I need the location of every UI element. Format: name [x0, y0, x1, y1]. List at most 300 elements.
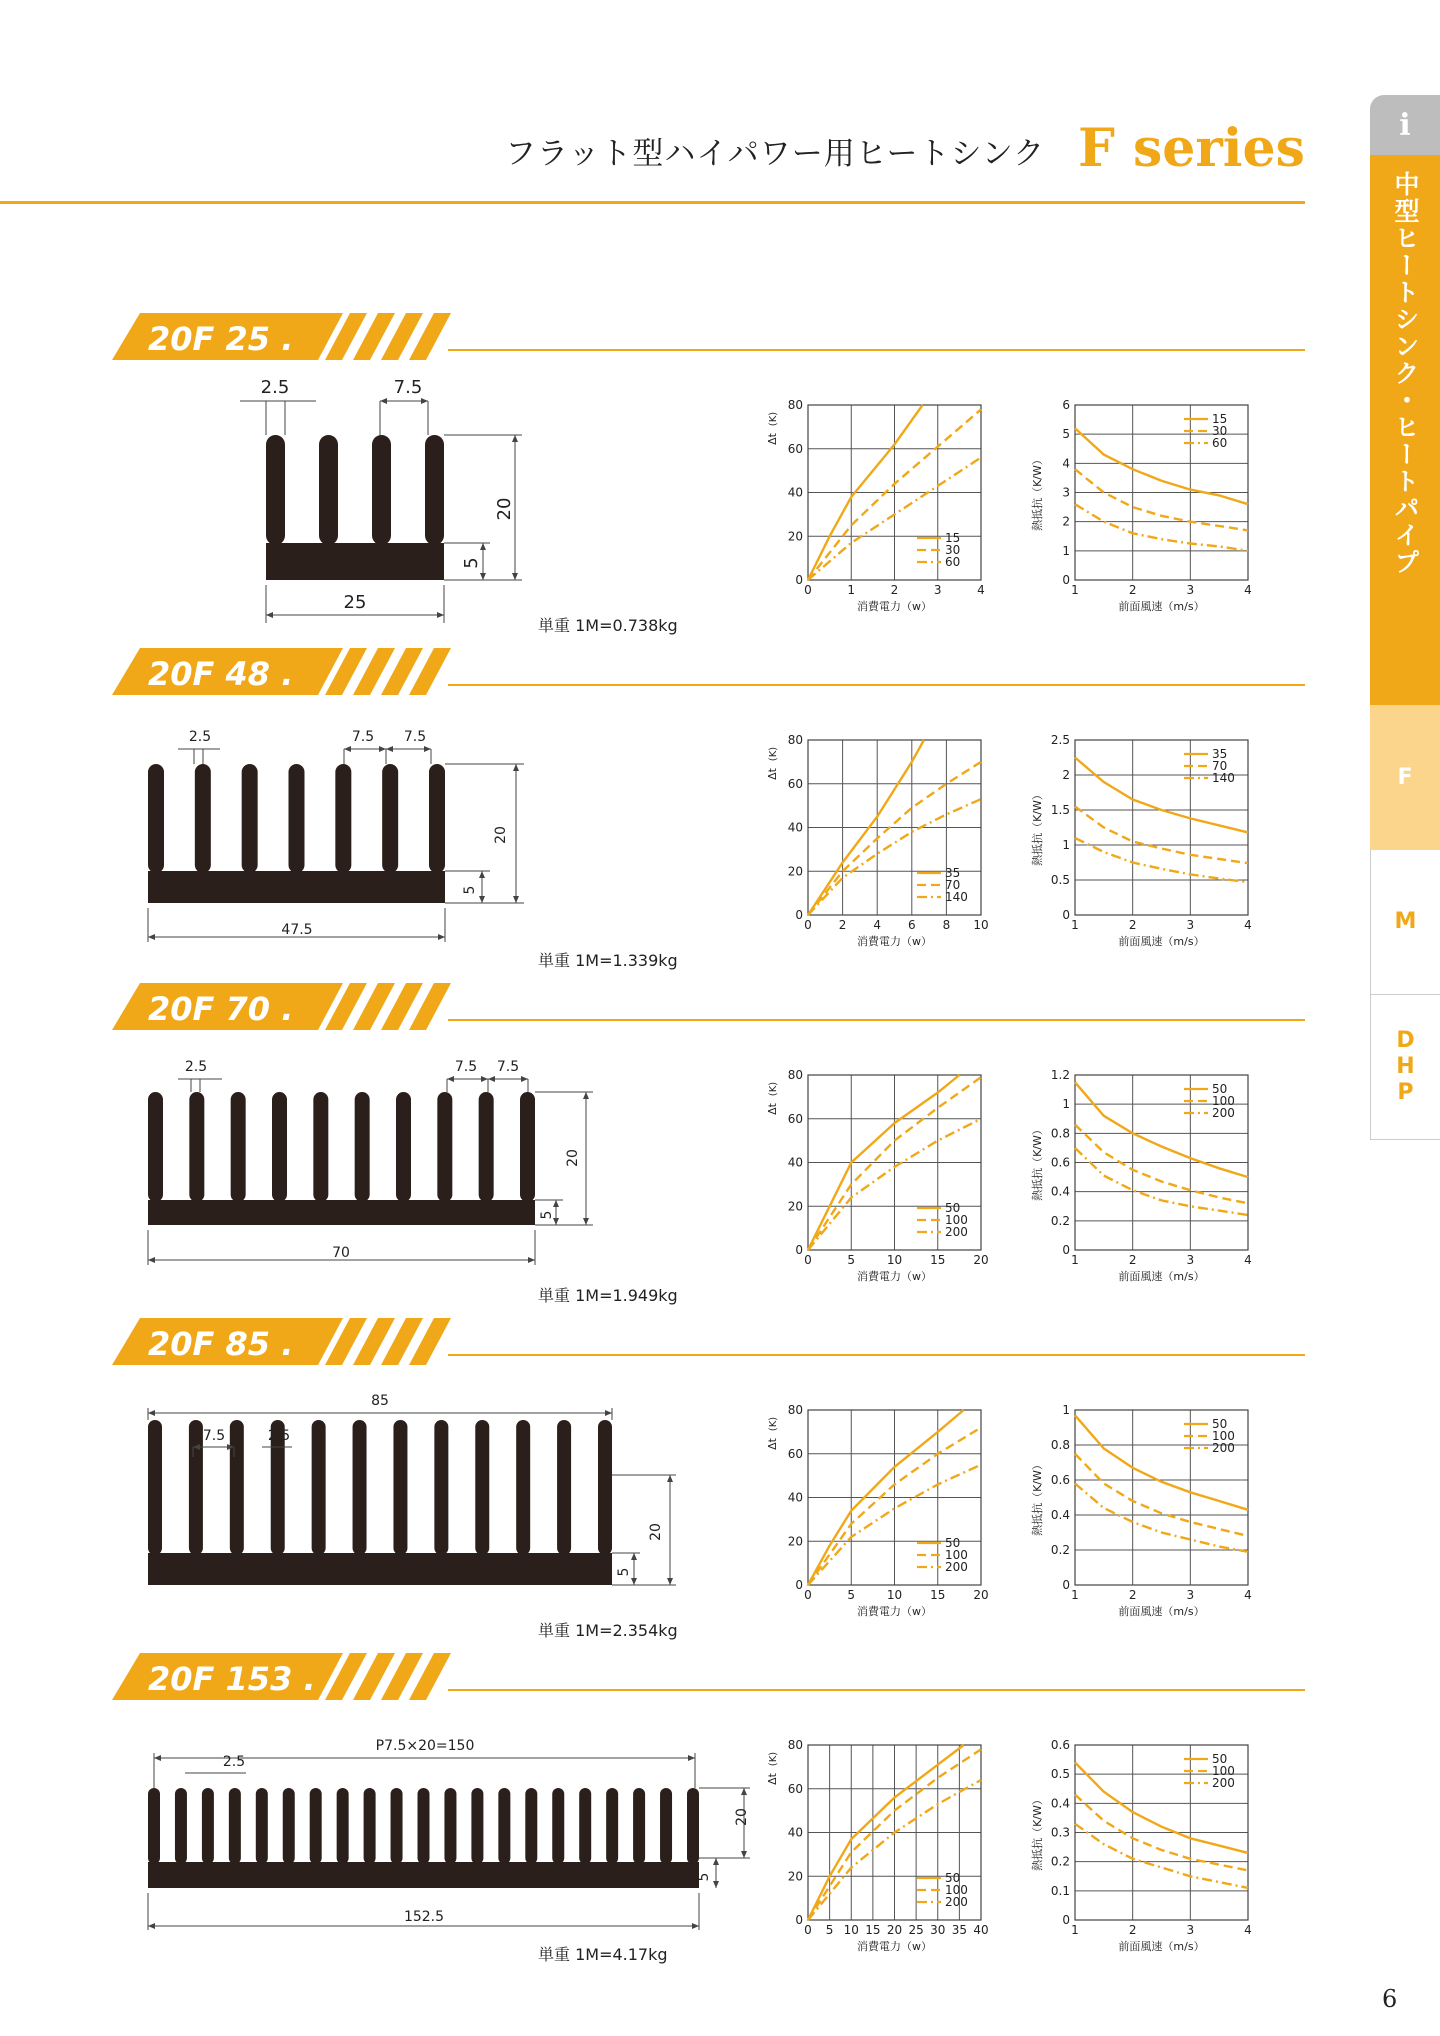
dim-width-arrow-left [148, 934, 155, 940]
y-axis-label: 熱抵抗（K/W） [1031, 789, 1044, 866]
x-tick-label: 1 [847, 583, 856, 597]
x-tick-label: 4 [1244, 1923, 1252, 1937]
dim-fin-gap: 2.5 [188, 729, 212, 745]
y-tick-label: 0 [795, 1578, 803, 1592]
dim-base-arrow-top [480, 543, 486, 550]
y-tick-label: 0 [795, 908, 803, 922]
heatsink-fin [256, 1788, 268, 1864]
heatsink-fin [525, 1788, 537, 1864]
heatsink-fin [313, 1092, 328, 1202]
heatsink-fin [337, 1788, 349, 1864]
x-tick-label: 5 [825, 1923, 834, 1937]
legend-label: 140 [945, 890, 968, 904]
y-tick-label: 80 [787, 1738, 803, 1752]
dim-total-label: 85 [371, 1393, 389, 1409]
heatsink-fin [189, 1420, 203, 1555]
unit-weight: 単重 1M=2.354kg [538, 1621, 678, 1640]
y-tick-label: 0.6 [1050, 1738, 1070, 1752]
dim-fin-gap: 2.5 [260, 377, 290, 398]
legend-label: 50 [945, 1536, 961, 1550]
dim-base-arrow-bottom [713, 1881, 719, 1888]
unit-weight: 単重 1M=1.949kg [538, 1286, 678, 1305]
y-tick-label: 0.2 [1050, 1543, 1070, 1557]
legend-label: 200 [945, 1225, 968, 1239]
y-tick-label: 2 [1062, 768, 1070, 782]
chart-temperature-rise [766, 1738, 989, 1953]
heatsink-fin [606, 1788, 618, 1864]
product-section-5 [0, 1645, 1310, 1980]
legend-label: 15 [1212, 412, 1228, 426]
x-tick-label: 20 [973, 1588, 989, 1602]
y-tick-label: 80 [787, 733, 803, 747]
x-tick-label: 6 [907, 918, 916, 932]
dim-pitch-2-arrow-left [488, 1076, 495, 1082]
page-title: フラット型ハイパワー用ヒートシンク [505, 136, 1046, 172]
x-tick-label: 3 [1186, 583, 1195, 597]
dim-fin-gap: 2.5 [222, 1754, 246, 1770]
x-tick-label: 3 [1186, 1588, 1195, 1602]
x-tick-label: 10 [886, 1588, 903, 1602]
y-tick-label: 1.2 [1050, 1068, 1070, 1082]
y-tick-label: 0 [1062, 1578, 1070, 1592]
product-name: 20F 85 . [148, 1325, 294, 1363]
dim-pitch-arrow-right [421, 398, 428, 404]
heatsink-fin [202, 1788, 214, 1864]
heatsink-fin [434, 1420, 448, 1555]
y-tick-label: 6 [1062, 398, 1070, 412]
product-banner [112, 1653, 451, 1700]
series-line [1075, 1824, 1248, 1888]
heatsink-fin [266, 435, 285, 545]
dim-height-label: 20 [493, 826, 509, 844]
dim-width-arrow-left [148, 1257, 155, 1263]
x-tick-label: 4 [1244, 583, 1252, 597]
y-tick-label: 80 [787, 398, 803, 412]
tab-category-label: 中型ヒートシンク・ヒートパイプ [1391, 171, 1420, 576]
y-axis-label: 熱抵抗（K/W） [1031, 1794, 1044, 1871]
heatsink-fin [552, 1788, 564, 1864]
legend-label: 30 [945, 543, 961, 557]
x-axis-label: 前面風速（m/s） [1118, 1940, 1205, 1953]
dim-pitch-1-arrow-left [344, 746, 351, 752]
tab-dhp-letter-d: D [1396, 1028, 1415, 1053]
legend-label: 100 [945, 1883, 968, 1897]
dim-height-arrow-top [513, 764, 519, 771]
y-tick-label: 0 [795, 1243, 803, 1257]
x-tick-label: 20 [973, 1253, 989, 1267]
heatsink-fin [231, 1092, 246, 1202]
y-tick-label: 60 [787, 1446, 803, 1461]
legend-label: 100 [1212, 1764, 1235, 1778]
y-axis-label: Δt [766, 1103, 779, 1115]
heatsink-fin [471, 1788, 483, 1864]
chart-temperature-rise [766, 733, 989, 948]
y-tick-label: 20 [787, 1869, 803, 1884]
dim-pitch-1-label: 7.5 [351, 729, 375, 745]
legend-label: 35 [945, 866, 961, 880]
dim-height-arrow-bottom [513, 896, 519, 903]
heatsink-fin [312, 1420, 326, 1555]
y-tick-label: 60 [787, 1781, 803, 1796]
legend-label: 60 [1212, 436, 1228, 450]
heatsink-fin [310, 1788, 322, 1864]
dim-base-arrow-top [631, 1553, 637, 1560]
product-banner [112, 313, 451, 360]
heatsink-fin [319, 435, 338, 545]
heatsink-fin [335, 764, 351, 873]
x-tick-label: 15 [930, 1253, 946, 1267]
chart-temperature-rise [766, 1403, 989, 1618]
x-tick-label: 1 [1071, 1588, 1079, 1602]
tab-dhp-letter-p: P [1397, 1080, 1414, 1105]
y-tick-label: 0.8 [1050, 1126, 1070, 1141]
dim-width-arrow-right [528, 1257, 535, 1263]
legend-label: 200 [1212, 1106, 1235, 1120]
y-tick-label: 0.8 [1050, 1438, 1070, 1452]
dim-height-arrow-bottom [583, 1218, 589, 1225]
heatsink-fin [660, 1788, 672, 1864]
x-tick-label: 30 [930, 1923, 946, 1937]
y-tick-label: 60 [787, 776, 803, 791]
y-tick-label: 2.5 [1050, 733, 1070, 747]
y-tick-label: 0 [1062, 573, 1070, 587]
side-tabs [1370, 95, 1440, 1135]
dim-pitch-1-arrow-right [481, 1076, 488, 1082]
y-tick-label: 2 [1062, 514, 1070, 529]
tab-category[interactable] [1370, 155, 1440, 705]
dim-pitch-total-arrow-left [154, 1755, 161, 1761]
heatsink-base [148, 1553, 612, 1585]
legend-label: 60 [945, 555, 961, 569]
y-tick-label: 1 [1062, 838, 1070, 852]
heatsink-fin [418, 1788, 430, 1864]
legend-label: 50 [945, 1201, 961, 1215]
heatsink-fin [479, 1092, 494, 1202]
dim-total-arrow-right [605, 1410, 612, 1416]
dim-height-arrow-top [512, 435, 518, 442]
tab-dhp-letter-h: H [1396, 1054, 1415, 1079]
heatsink-fin [189, 1092, 204, 1202]
legend-label: 100 [1212, 1094, 1235, 1108]
legend-label: 70 [1212, 759, 1228, 773]
x-tick-label: 10 [973, 918, 989, 932]
x-tick-label: 5 [847, 1588, 856, 1602]
legend-label: 200 [945, 1560, 968, 1574]
x-tick-label: 15 [865, 1923, 881, 1937]
y-tick-label: 3 [1062, 485, 1070, 500]
series-line [1075, 1484, 1248, 1552]
x-tick-label: 25 [908, 1923, 924, 1937]
x-axis-label: 前面風速（m/s） [1118, 1270, 1205, 1283]
y-tick-label: 0.5 [1050, 873, 1070, 887]
x-axis-label: 消費電力（w） [857, 1270, 932, 1283]
x-tick-label: 40 [973, 1923, 989, 1937]
heatsink-profile [266, 435, 444, 580]
x-tick-label: 2 [1128, 1923, 1137, 1937]
y-tick-label: 20 [787, 864, 803, 879]
tab-f-label: F [1397, 764, 1413, 790]
heatsink-profile [148, 764, 445, 903]
chart-thermal-resistance [1030, 733, 1252, 948]
x-tick-label: 4 [1244, 1253, 1252, 1267]
heatsink-fin [429, 764, 445, 873]
dim-width-arrow-left [266, 612, 273, 618]
y-tick-label: 5 [1062, 427, 1070, 442]
legend-label: 100 [945, 1548, 968, 1562]
y-tick-label: 0.2 [1050, 1854, 1070, 1869]
y-tick-label: 40 [787, 1490, 803, 1505]
heatsink-fin [283, 1788, 295, 1864]
y-axis-label: 熱抵抗（K/W） [1031, 1124, 1044, 1201]
x-tick-label: 1 [1071, 1923, 1079, 1937]
product-banner [112, 648, 451, 695]
heatsink-fin [475, 1420, 489, 1555]
heatsink-fin [148, 1092, 163, 1202]
heatsink-fin [195, 764, 211, 873]
heatsink-fin [444, 1788, 456, 1864]
product-section-4 [0, 1310, 1310, 1645]
dim-pitch-2-label: 7.5 [403, 729, 427, 745]
dim-height-arrow-bottom [512, 573, 518, 580]
dim-height-arrow-top [583, 1092, 589, 1099]
heatsink-base [148, 871, 445, 903]
y-axis-label: Δt [766, 1773, 779, 1785]
heatsink-fin [364, 1788, 376, 1864]
series-line [1075, 807, 1248, 864]
dim-width-arrow-right [437, 612, 444, 618]
y-tick-label: 0.5 [1050, 1767, 1070, 1782]
dim-height-label: 20 [734, 1808, 750, 1826]
legend-label: 200 [945, 1895, 968, 1909]
x-tick-label: 3 [1186, 1923, 1195, 1937]
heatsink-fin [396, 1092, 411, 1202]
dim-base-label: 5 [539, 1210, 555, 1220]
y-tick-label: 0.4 [1050, 1508, 1070, 1522]
x-tick-label: 3 [1186, 1253, 1195, 1267]
dim-pitch-1-label: 7.5 [454, 1059, 478, 1075]
heatsink-fin [372, 435, 391, 545]
product-section-2 [0, 640, 1310, 975]
y-axis-label: Δt [766, 433, 779, 445]
y-tick-label: 4 [1062, 456, 1070, 471]
dim-fin-gap: 2.5 [184, 1059, 208, 1075]
heatsink-fin [687, 1788, 699, 1864]
legend-label: 200 [1212, 1441, 1235, 1455]
x-axis-label: 前面風速（m/s） [1118, 935, 1205, 948]
x-tick-label: 3 [933, 583, 942, 597]
y-tick-label: 60 [787, 1111, 803, 1126]
y-axis-unit: (K) [768, 1081, 779, 1097]
y-axis-label: Δt [766, 1438, 779, 1450]
y-tick-label: 1 [1062, 1097, 1070, 1112]
product-section-1 [0, 305, 1310, 640]
y-axis-unit: (K) [768, 1751, 779, 1767]
y-tick-label: 0 [795, 1913, 803, 1927]
product-name: 20F 153 . [148, 1660, 316, 1698]
heatsink-fin [148, 764, 164, 873]
y-axis-unit: (K) [768, 411, 779, 427]
unit-weight: 単重 1M=4.17kg [538, 1945, 668, 1964]
y-tick-label: 20 [787, 1534, 803, 1549]
dim-pitch-arrow-left [380, 398, 387, 404]
heatsink-fin [353, 1420, 367, 1555]
legend-label: 50 [1212, 1417, 1228, 1431]
legend-label: 35 [1212, 747, 1228, 761]
dim-width-arrow-right [692, 1923, 699, 1929]
x-tick-label: 3 [1186, 918, 1195, 932]
tab-f[interactable] [1370, 705, 1440, 850]
heatsink-fin [148, 1420, 162, 1555]
x-tick-label: 2 [838, 918, 847, 932]
dim-base-label: 5 [462, 885, 478, 895]
legend-label: 100 [945, 1213, 968, 1227]
dim-pitch-total-arrow-right [688, 1755, 695, 1761]
legend-label: 140 [1212, 771, 1235, 785]
chart-thermal-resistance [1030, 1403, 1252, 1618]
y-tick-label: 0.6 [1050, 1473, 1070, 1487]
dim-base-label: 5 [696, 1872, 712, 1882]
x-tick-label: 35 [951, 1923, 968, 1937]
x-tick-label: 0 [804, 1588, 812, 1602]
dim-pitch-2-arrow-right [521, 1076, 528, 1082]
heatsink-fin [289, 764, 305, 873]
legend-label: 200 [1212, 1776, 1235, 1790]
dim-total-arrow-left [148, 1410, 155, 1416]
y-tick-label: 40 [787, 820, 803, 835]
dim-base-arrow-bottom [480, 573, 486, 580]
product-section-3 [0, 975, 1310, 1310]
heatsink-fin [382, 764, 398, 873]
y-tick-label: 0.1 [1050, 1883, 1070, 1898]
x-tick-label: 4 [873, 918, 882, 932]
heatsink-fin [425, 435, 444, 545]
y-tick-label: 80 [787, 1403, 803, 1417]
y-tick-label: 0.2 [1050, 1213, 1070, 1228]
heatsink-fin [393, 1420, 407, 1555]
heatsink-profile [148, 1788, 699, 1888]
heatsink-base [148, 1200, 535, 1225]
y-tick-label: 20 [787, 529, 803, 544]
dim-base-arrow-top [479, 871, 485, 878]
dim-width-label: 25 [343, 592, 367, 613]
y-tick-label: 40 [787, 1825, 803, 1840]
legend-label: 50 [1212, 1082, 1228, 1096]
y-tick-label: 20 [787, 1199, 803, 1214]
x-tick-label: 4 [1244, 1588, 1252, 1602]
x-tick-label: 1 [1071, 1253, 1079, 1267]
y-tick-label: 0.4 [1050, 1184, 1070, 1199]
y-tick-label: 60 [787, 441, 803, 456]
y-axis-unit: (K) [768, 746, 779, 762]
tab-dhp[interactable] [1370, 995, 1440, 1140]
heatsink-fin [520, 1092, 535, 1202]
x-axis-label: 消費電力（w） [857, 1605, 932, 1618]
heatsink-base [148, 1862, 699, 1888]
x-tick-label: 5 [847, 1253, 856, 1267]
dim-height-arrow-top [667, 1475, 673, 1482]
y-tick-label: 0 [795, 573, 803, 587]
dim-width-label: 70 [332, 1245, 350, 1261]
x-tick-label: 2 [890, 583, 899, 597]
dim-width-label: 47.5 [281, 922, 313, 938]
heatsink-fin [598, 1420, 612, 1555]
y-tick-label: 80 [787, 1068, 803, 1082]
x-axis-label: 前面風速（m/s） [1118, 600, 1205, 613]
dim-base-arrow-top [713, 1858, 719, 1865]
chart-thermal-resistance [1030, 398, 1252, 613]
x-tick-label: 20 [886, 1923, 903, 1937]
y-axis-unit: (K) [768, 1416, 779, 1432]
product-name: 20F 48 . [148, 655, 294, 693]
dim-pitch-2-arrow-left [386, 746, 393, 752]
x-axis-label: 消費電力（w） [857, 1940, 932, 1953]
heatsink-fin [391, 1788, 403, 1864]
heatsink-profile [148, 1092, 535, 1225]
product-banner [112, 1318, 451, 1365]
y-tick-label: 0 [1062, 908, 1070, 922]
heatsink-fin [272, 1092, 287, 1202]
heatsink-profile [148, 1420, 612, 1585]
y-tick-label: 40 [787, 485, 803, 500]
product-name: 20F 25 . [148, 320, 294, 358]
dim-pitch-2-label: 7.5 [496, 1059, 520, 1075]
heatsink-fin [175, 1788, 187, 1864]
dim-fin-gap: 2.5 [267, 1428, 291, 1444]
x-tick-label: 2 [1128, 1253, 1137, 1267]
x-tick-label: 0 [804, 1253, 812, 1267]
dim-width-arrow-right [438, 934, 445, 940]
heatsink-fin [148, 1788, 160, 1864]
x-tick-label: 0 [804, 918, 812, 932]
dim-base-arrow-top [553, 1200, 559, 1207]
legend-label: 30 [1212, 424, 1228, 438]
dim-pitch-1-arrow-left [447, 1076, 454, 1082]
page-number: 6 [1382, 1985, 1398, 2013]
chart-thermal-resistance [1030, 1738, 1252, 1953]
x-axis-label: 消費電力（w） [857, 600, 932, 613]
heatsink-fin [516, 1420, 530, 1555]
x-tick-label: 15 [930, 1588, 946, 1602]
heatsink-fin [633, 1788, 645, 1864]
chart-temperature-rise [766, 1068, 989, 1283]
dim-width-arrow-left [148, 1923, 155, 1929]
x-tick-label: 2 [1128, 918, 1137, 932]
y-tick-label: 0 [1062, 1243, 1070, 1257]
x-tick-label: 2 [1128, 1588, 1137, 1602]
dim-pitch-2-arrow-right [424, 746, 431, 752]
dim-base-arrow-bottom [479, 896, 485, 903]
x-tick-label: 0 [804, 1923, 812, 1937]
heatsink-fin [355, 1092, 370, 1202]
x-axis-label: 消費電力（w） [857, 935, 932, 948]
legend-label: 50 [1212, 1752, 1228, 1766]
tab-m[interactable] [1370, 850, 1440, 995]
series-line [1075, 1454, 1248, 1536]
dim-base-label: 5 [461, 557, 482, 569]
legend-label: 15 [945, 531, 961, 545]
y-tick-label: 40 [787, 1155, 803, 1170]
dim-height-arrow-bottom [667, 1578, 673, 1585]
dim-height-label: 20 [648, 1523, 664, 1541]
legend-label: 100 [1212, 1429, 1235, 1443]
info-icon[interactable]: i [1370, 95, 1440, 155]
series-title: F series [1078, 118, 1305, 179]
heatsink-fin [242, 764, 258, 873]
x-tick-label: 1 [1071, 583, 1079, 597]
y-tick-label: 1 [1062, 1403, 1070, 1417]
y-axis-label: 熱抵抗（K/W） [1031, 1459, 1044, 1536]
y-tick-label: 1.5 [1050, 803, 1070, 817]
